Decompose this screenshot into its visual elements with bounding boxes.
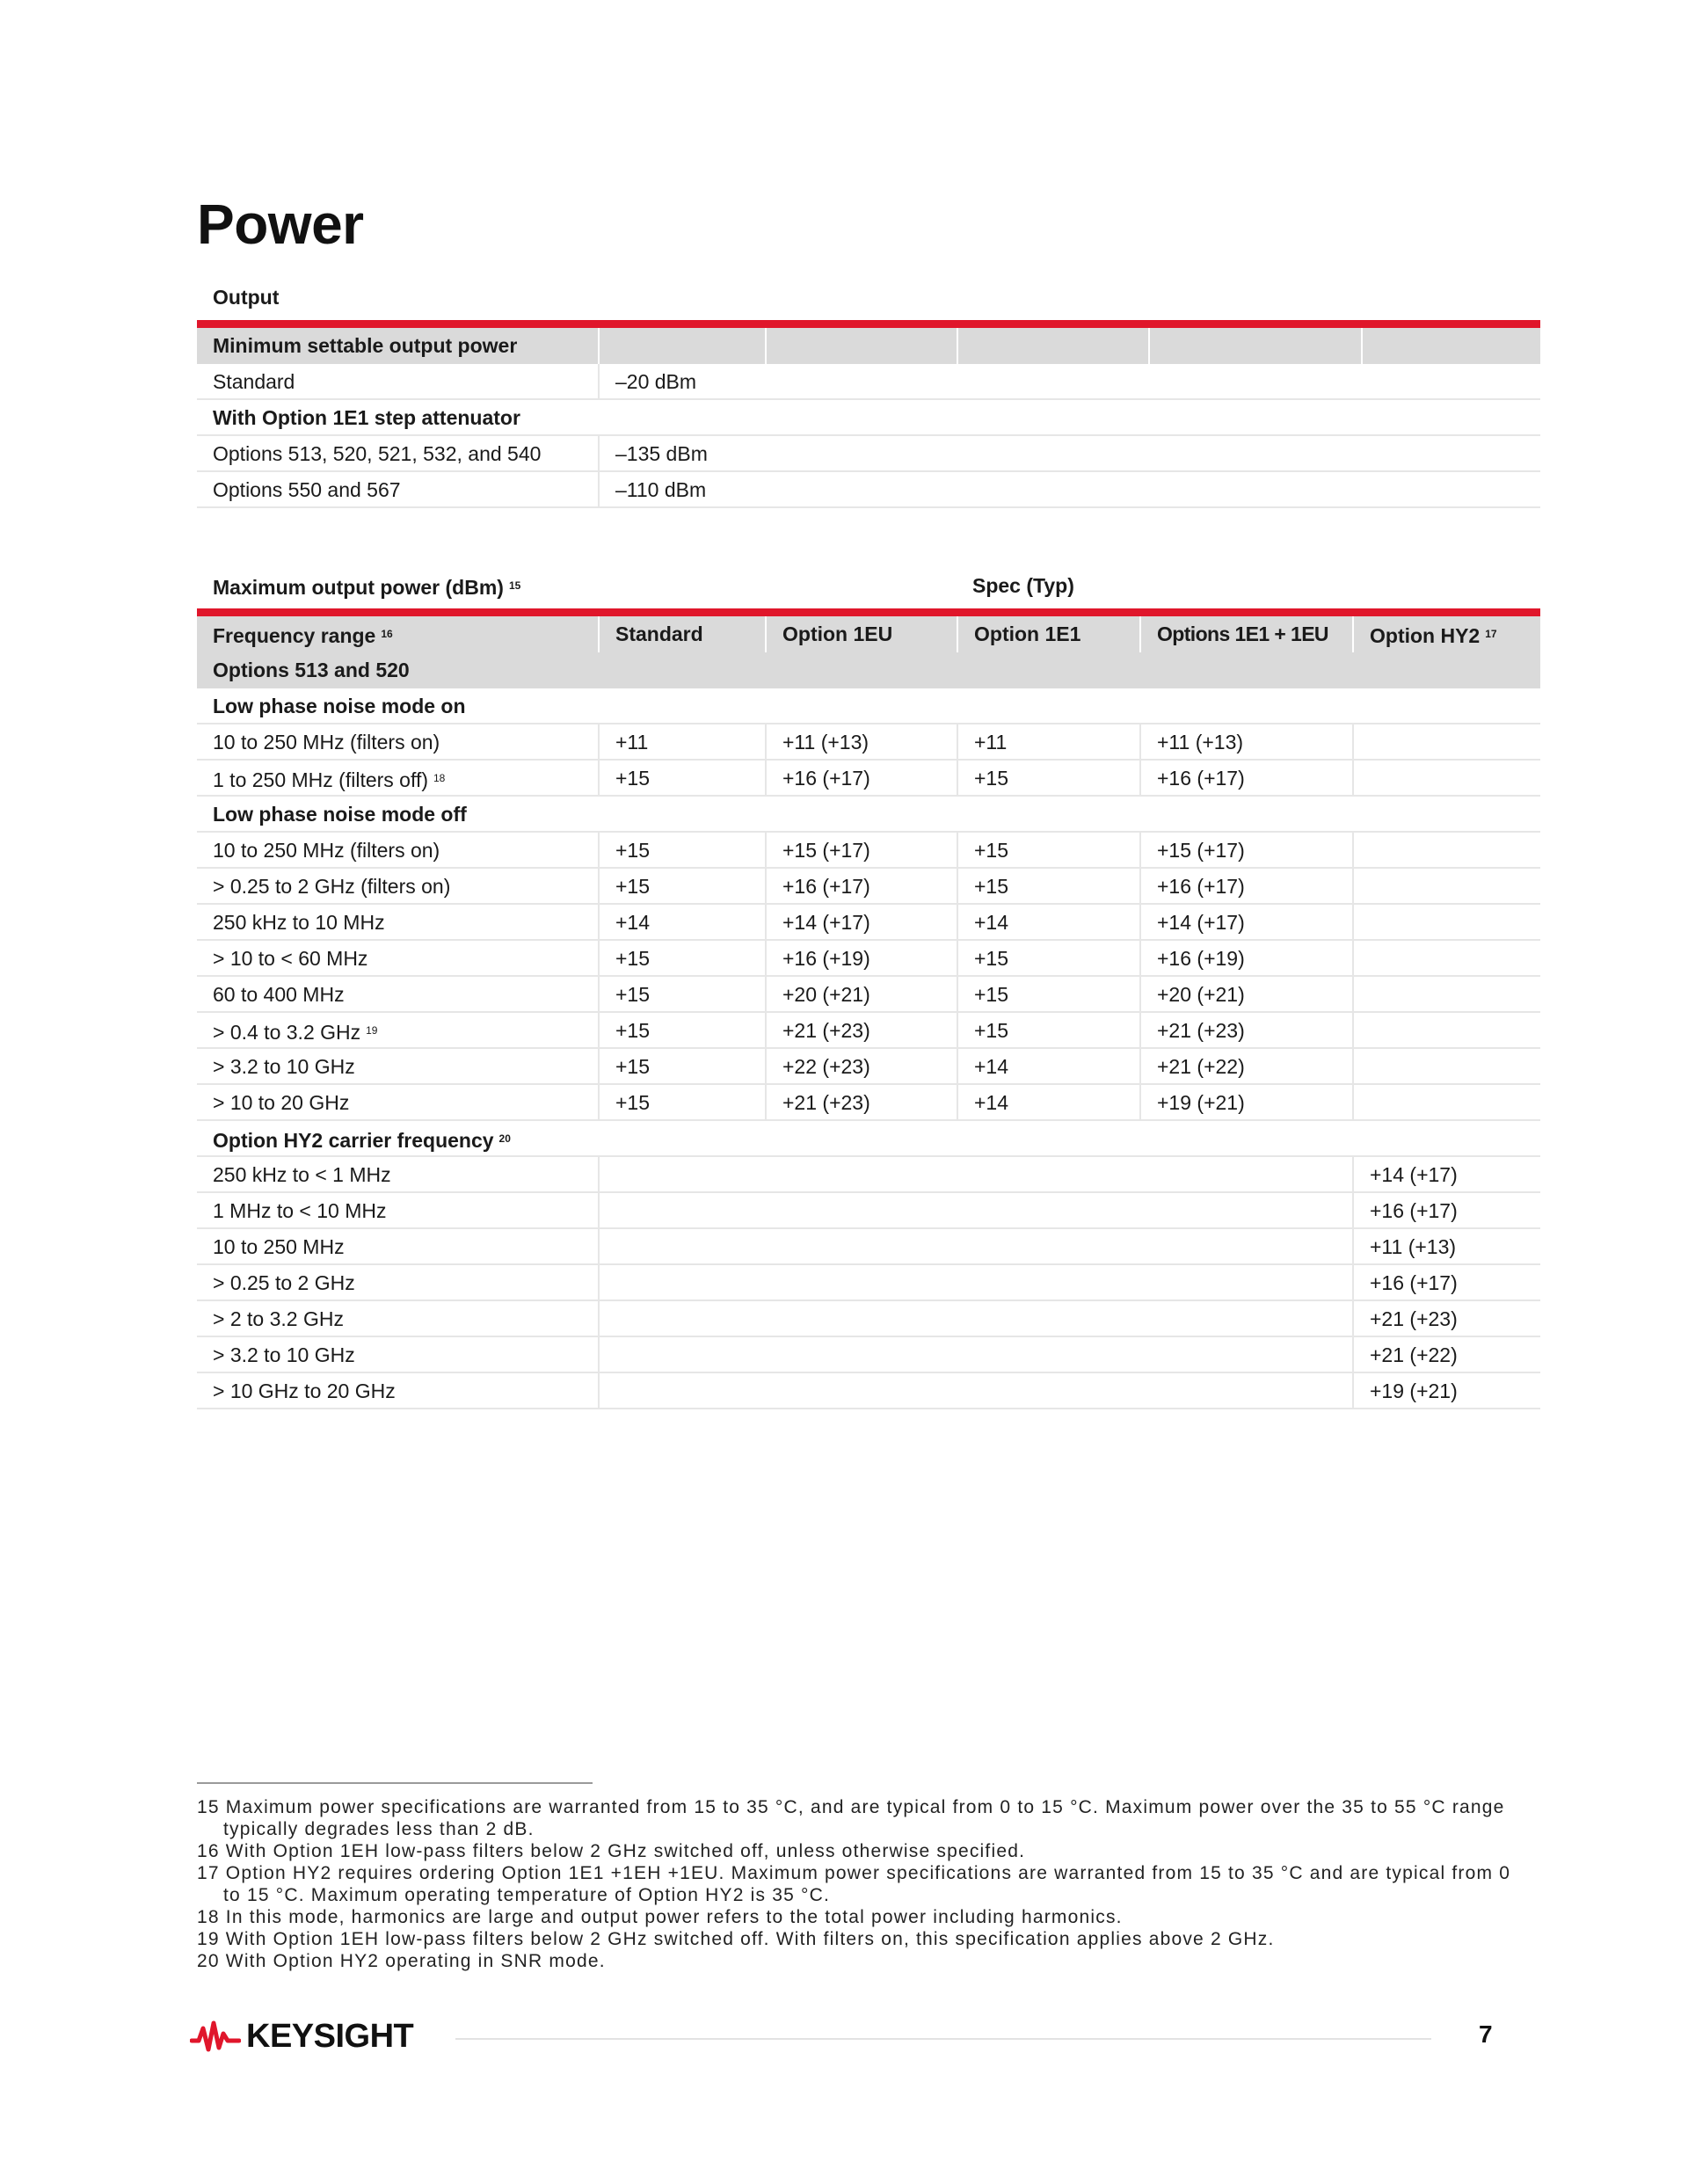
options-1e1-1eu-value: +21 (+23): [1139, 1013, 1352, 1047]
standard-value: +11: [598, 724, 765, 759]
option-1e1-value: +11: [957, 724, 1139, 759]
frequency-cell: > 10 to < 60 MHz: [213, 947, 368, 970]
table-row: [197, 1265, 1540, 1301]
table-row: [197, 1373, 1540, 1409]
footnote-17: 17 Option HY2 requires ordering Option 1E1 +1EH +1EU. Maximum power specifications are warranted from 15 to 35 °C and are typical from 0 to 15 °C. Maximum operating temperature of Option HY2 is 35 °C.: [197, 1863, 1511, 1905]
footnote-19: 19 With Option 1EH low-pass filters below 2 GHz switched off. With filters on, this specification applies above 2 GHz.: [197, 1929, 1275, 1949]
group-row-lpn-off: [197, 797, 1540, 833]
table-row: [197, 941, 1540, 977]
option-1eu-value: +21 (+23): [765, 1013, 957, 1047]
option-1eu-value: +16 (+17): [765, 869, 957, 903]
option-1e1-value: +15: [957, 1013, 1139, 1047]
frequency-cell: > 3.2 to 10 GHz: [213, 1343, 355, 1366]
option-hy2-value: [1352, 869, 1540, 903]
standard-value: +15: [598, 761, 765, 795]
table-row: [197, 1301, 1540, 1337]
option-hy2-value: [1352, 724, 1540, 759]
row-value: –135 dBm: [598, 436, 1540, 470]
frequency-cell: > 0.25 to 2 GHz: [213, 1271, 355, 1294]
frequency-cell: > 10 GHz to 20 GHz: [213, 1380, 396, 1402]
options-1e1-1eu-value: +16 (+19): [1139, 941, 1352, 975]
group-label: Option HY2 carrier frequency $^{20}$: [213, 1129, 511, 1152]
standard-value: +15: [598, 1013, 765, 1047]
option-1eu-value: +16 (+17): [765, 761, 957, 795]
options-1e1-1eu-value: +19 (+21): [1139, 1085, 1352, 1119]
section-row-options: [197, 652, 1540, 688]
option-hy2-value: +14 (+17): [1352, 1157, 1540, 1191]
table-row: [197, 1049, 1540, 1085]
option-hy2-value: +16 (+17): [1352, 1193, 1540, 1227]
option-1eu-value: +14 (+17): [765, 905, 957, 939]
option-hy2-value: +19 (+21): [1352, 1373, 1540, 1408]
option-1eu-value: +15 (+17): [765, 833, 957, 867]
table-row: [197, 977, 1540, 1013]
spec-typ-label: Spec (Typ): [972, 574, 1074, 597]
table-row: [197, 1013, 1540, 1049]
footnote-20: 20 With Option HY2 operating in SNR mode.: [197, 1951, 606, 1971]
row-label: With Option 1E1 step attenuator: [213, 406, 520, 429]
options-1e1-1eu-value: +11 (+13): [1139, 724, 1352, 759]
frequency-cell: 10 to 250 MHz (filters on): [213, 839, 440, 862]
table-row: [197, 1157, 1540, 1193]
frequency-cell: > 10 to 20 GHz: [213, 1091, 350, 1114]
lpn-off-rows: [197, 833, 1540, 1121]
options-1e1-1eu-value: +16 (+17): [1139, 869, 1352, 903]
option-hy2-value: [1352, 761, 1540, 795]
group-row-hy2: [197, 1121, 1540, 1157]
standard-value: +15: [598, 941, 765, 975]
footnote-18: 18 In this mode, harmonics are large and output power refers to the total power including harmonics.: [197, 1907, 1123, 1927]
option-1e1-value: +15: [957, 941, 1139, 975]
section-label: Options 513 and 520: [213, 659, 410, 681]
keysight-wave-icon: [190, 2018, 241, 2055]
keysight-logo: [190, 2014, 413, 2058]
hy2-rows: [197, 1157, 1540, 1409]
table-row: [197, 364, 1540, 400]
standard-value: +15: [598, 1085, 765, 1119]
standard-value: +15: [598, 1049, 765, 1083]
row-value: –20 dBm: [598, 364, 1540, 398]
max-power-table: [197, 568, 1540, 1409]
footnotes: [197, 1796, 1516, 1972]
empty-span-cell: [598, 1301, 1352, 1336]
page-number: 7: [1479, 2020, 1493, 2048]
empty-span-cell: [598, 1373, 1352, 1408]
standard-value: +15: [598, 833, 765, 867]
output-section-row: [197, 328, 1540, 364]
frequency-cell: 10 to 250 MHz (filters on): [213, 731, 440, 753]
frequency-cell: > 3.2 to 10 GHz: [213, 1055, 355, 1078]
option-1eu-value: +11 (+13): [765, 724, 957, 759]
max-power-title: Maximum output power (dBm) $^{15}$: [213, 576, 521, 599]
output-table-header: [197, 280, 1540, 320]
option-1e1-value: +15: [957, 977, 1139, 1011]
option-hy2-value: +11 (+13): [1352, 1229, 1540, 1263]
empty-span-cell: [598, 1157, 1352, 1191]
options-1e1-1eu-value: +16 (+17): [1139, 761, 1352, 795]
frequency-cell: > 2 to 3.2 GHz: [213, 1307, 344, 1330]
options-1e1-1eu-value: +15 (+17): [1139, 833, 1352, 867]
option-hy2-value: [1352, 1013, 1540, 1047]
frequency-cell: 250 kHz to 10 MHz: [213, 911, 385, 934]
footer-rule: [455, 2038, 1431, 2040]
standard-value: +15: [598, 869, 765, 903]
row-label: Options 513, 520, 521, 532, and 540: [213, 442, 542, 465]
table-row: [197, 400, 1540, 436]
option-hy2-value: [1352, 905, 1540, 939]
table-row: [197, 436, 1540, 472]
row-label: Standard: [213, 370, 295, 393]
standard-value: +15: [598, 977, 765, 1011]
header-red-rule: [197, 608, 1540, 616]
col-option-hy2: Option HY2 $^{17}$: [1352, 616, 1540, 652]
options-1e1-1eu-value: +21 (+22): [1139, 1049, 1352, 1083]
footnote-rule: [197, 1782, 593, 1784]
frequency-cell: > 0.25 to 2 GHz (filters on): [213, 875, 451, 898]
frequency-cell: 10 to 250 MHz: [213, 1235, 345, 1258]
option-1eu-value: +16 (+19): [765, 941, 957, 975]
option-1e1-value: +15: [957, 761, 1139, 795]
group-label: Low phase noise mode off: [213, 803, 467, 826]
option-hy2-value: +16 (+17): [1352, 1265, 1540, 1299]
option-1eu-value: +22 (+23): [765, 1049, 957, 1083]
column-header-row: [197, 616, 1540, 652]
group-row-lpn-on: [197, 688, 1540, 724]
table-row: [197, 833, 1540, 869]
header-red-rule: [197, 320, 1540, 328]
col-options-1e1-1eu: Options 1E1 + 1EU: [1139, 616, 1352, 652]
frequency-cell: > 0.4 to 3.2 GHz $^{19}$: [213, 1021, 378, 1044]
group-label: Low phase noise mode on: [213, 695, 466, 717]
option-1e1-value: +14: [957, 1085, 1139, 1119]
page-title: Power: [197, 193, 364, 256]
empty-span-cell: [598, 1265, 1352, 1299]
empty-span-cell: [598, 1337, 1352, 1372]
options-1e1-1eu-value: +20 (+21): [1139, 977, 1352, 1011]
frequency-cell: 250 kHz to < 1 MHz: [213, 1163, 391, 1186]
option-hy2-value: [1352, 1085, 1540, 1119]
option-1e1-value: +15: [957, 833, 1139, 867]
option-1e1-value: +14: [957, 905, 1139, 939]
max-power-header: [197, 568, 1540, 608]
table-row: [197, 1193, 1540, 1229]
empty-span-cell: [598, 1193, 1352, 1227]
row-label: Options 550 and 567: [213, 478, 401, 501]
option-hy2-value: +21 (+23): [1352, 1301, 1540, 1336]
frequency-cell: 1 MHz to < 10 MHz: [213, 1199, 387, 1222]
option-1eu-value: +20 (+21): [765, 977, 957, 1011]
lpn-on-rows: [197, 724, 1540, 797]
table-row: [197, 1337, 1540, 1373]
empty-span-cell: [598, 1229, 1352, 1263]
table-row: [197, 905, 1540, 941]
table-row: [197, 761, 1540, 797]
col-frequency-range: Frequency range $^{16}$: [213, 624, 393, 647]
output-table: [197, 280, 1540, 508]
option-hy2-value: [1352, 1049, 1540, 1083]
output-section-label: Minimum settable output power: [213, 334, 518, 357]
col-option-1e1: Option 1E1: [957, 616, 1139, 652]
option-hy2-value: [1352, 977, 1540, 1011]
standard-value: +14: [598, 905, 765, 939]
option-hy2-value: [1352, 941, 1540, 975]
table-row: [197, 472, 1540, 508]
frequency-cell: 1 to 250 MHz (filters off) $^{18}$: [213, 768, 446, 791]
brand-name: KEYSIGHT: [246, 2017, 414, 2055]
output-header-label: Output: [213, 286, 280, 309]
table-row: [197, 724, 1540, 761]
frequency-cell: 60 to 400 MHz: [213, 983, 345, 1006]
col-standard: Standard: [598, 616, 765, 652]
option-hy2-value: [1352, 833, 1540, 867]
table-row: [197, 869, 1540, 905]
options-1e1-1eu-value: +14 (+17): [1139, 905, 1352, 939]
option-1eu-value: +21 (+23): [765, 1085, 957, 1119]
option-1e1-value: +15: [957, 869, 1139, 903]
col-option-1eu: Option 1EU: [765, 616, 957, 652]
table-row: [197, 1229, 1540, 1265]
footnote-16: 16 With Option 1EH low-pass filters below 2 GHz switched off, unless otherwise specified.: [197, 1841, 1026, 1861]
row-value: –110 dBm: [598, 472, 1540, 506]
option-hy2-value: +21 (+22): [1352, 1337, 1540, 1372]
option-1e1-value: +14: [957, 1049, 1139, 1083]
table-row: [197, 1085, 1540, 1121]
footnote-15: 15 Maximum power specifications are warranted from 15 to 35 °C, and are typical from 0 to 15 °C. Maximum power over the 35 to 55 °C range typically degrades less than 2 dB.: [197, 1797, 1505, 1839]
